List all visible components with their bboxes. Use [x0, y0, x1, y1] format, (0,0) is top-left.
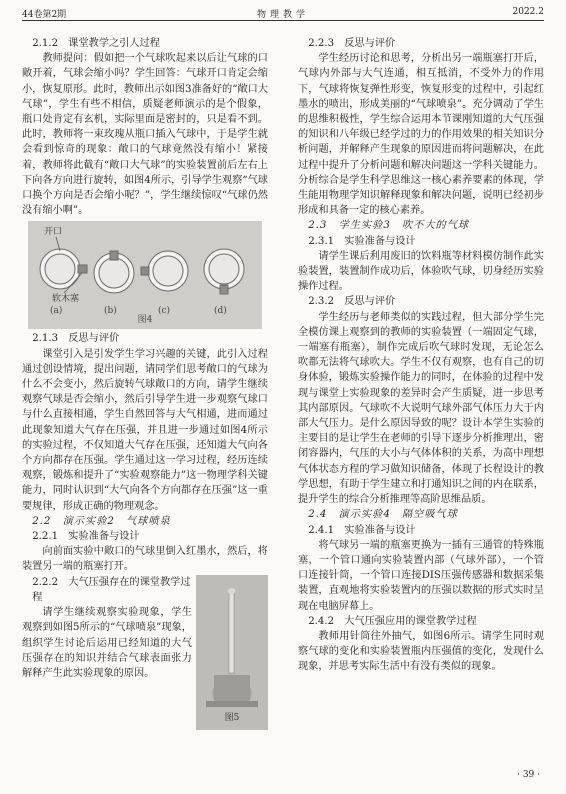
section-heading: 2.4.2 大气压强应用的课堂教学过程 — [308, 615, 477, 627]
label-opening: 开口 — [44, 227, 63, 238]
section-heading: 2.2.3 反思与评价 — [308, 38, 396, 49]
figure-5 — [196, 575, 268, 730]
issue-label: 44卷第2期 — [22, 10, 67, 20]
right-column — [298, 36, 544, 675]
wrapped-text — [22, 575, 192, 681]
figure-5-photo — [196, 575, 268, 730]
figure-5-wrap — [22, 575, 268, 724]
figure-4-caption: 图4 — [137, 315, 153, 326]
sub-label-c: (c) — [158, 306, 171, 317]
paragraph: 课堂引入是引发学生学习兴趣的关键，此引入过程通过创设情境，提出问题，请同学们思考敞口的气球为什么不会变小，然后旋转气球敞口的方向，请学生继续观察气球是否会缩小，然后引导学生进一步观察气球口与什么直接相通，学生自然回答与大气相通，进而通过此现象知道大气存在压强，并且进一步通过如图4所示的实验过程，不仅知道大气存在压强，还知道大气向各个方向都存在压强。学生通过这一学习过程，经历连续观察，锻炼和提升了“实验观察能力”这一物理学科关键能力，同时认识到“大气向各个方向都存在压强”这一重要规律，形成正确的物理观念。 — [22, 348, 268, 512]
flask-a — [40, 249, 87, 289]
section-heading: 2.4 演示实验4 隔空吸气球 — [308, 509, 458, 521]
paragraph: 请学生课后利用废旧的饮料瓶等材料模仿制作此实验装置，装置制作成功后，体验吹气球，切身经历实验操作过程。 — [298, 250, 544, 293]
sub-label-b: (b) — [104, 306, 117, 317]
flask-c — [141, 251, 188, 291]
section-heading: 2.3 学生实验3 吹不大的气球 — [308, 220, 470, 232]
section-heading: 2.3.1 实验准备与设计 — [308, 235, 416, 247]
section-heading: 2.4.1 实验准备与设计 — [308, 524, 416, 536]
sub-label-a: (a) — [50, 306, 63, 317]
paragraph: 学生经历讨论和思考，分析出另一端瓶塞打开后，气球内外部与大气连通，相互抵消，不受外力的作用下，气球将恢复弹性形变，恢复形变的过程中，引起红墨水的喷出，形成美丽的“气球喷泉”。充分调动了学生的思维积极性，学生综合运用本节课刚知道的大气压强的知识和八年级已经学过的力的作用效果的相关知识分析问题，并解释产生现象的原因进而将问题解决，在此过程中提升了分析问题和解决问题这一学科关键能力。分析综合是学生科学思维这一核心素养要素的体现，学生能用物理学知识解释现象和解决问题，说明已经初步形成和具备一定的核心素养。 — [298, 53, 544, 217]
paragraph: 教师提问：假如把一个气球吹起来以后让气球的口敞开着，气球会缩小吗？学生回答：气球开口肯定会缩小，恢复原形。此时，教师出示如图3准备好的“敞口大气球”，学生有些不相信，质疑老师演示的是个假象，瓶口处肯定有玄机，实际里面是密封的，只是看不到。此时，教师将一束玫瑰从瓶口插入气球中，于是学生就会看到惊奇的现象：敞口的气球竟然没有缩小！紧接着，教师将此截有“敞口大气球”的实验装置前后左右上下向各方向进行旋转，如图4所示，引导学生观察“气球口换个方向是否会缩小呢？”，学生继续惊叹“气球仍然没有缩小啊”。 — [22, 53, 268, 217]
paragraph: 教师用针筒往外抽气，如图6所示。请学生同时观察气球的变化和实验装置瓶内压强值的变化，发现什么现象，并思考实际生活中有没有类似的现象。 — [298, 630, 544, 673]
section-heading: 2.2.1 实验准备与设计 — [32, 531, 140, 543]
header-rule — [22, 20, 544, 21]
page-number: · 39 · — [517, 770, 540, 780]
flask-b — [94, 251, 134, 293]
section-heading: 2.1.3 反思与评价 — [32, 333, 120, 345]
figure-5-caption: 图5 — [224, 713, 240, 724]
sub-label-d: (d) — [214, 306, 227, 317]
section-heading: 2.1.2 课堂教学之引人过程 — [32, 38, 160, 49]
figure-4 — [28, 221, 262, 329]
issue-date: 2022.2 — [512, 7, 544, 17]
paragraph: 学生经历与老师类似的实践过程，但大部分学生完全模仿课上观察到的教师的实验装置（一端固定气球，一端塞有瓶塞），制作完成后吹气球时发现，无论怎么吹都无法将气球吹大。学生不仅有观察，也有自己的切身体验，锻炼实验操作能力的同时，在体验的过程中发现与课堂上实验现象的差异时会产生质疑，进一步思考其内部原因。气球吹不大说明气球外部气体压力大于内部大气压力。是什么原因导致的呢？设计本学生实验的主要目的是让学生在老师的引导下逐步分析推理出，密闭容器内，气压的大小与气体体积的关系，为高中理想气体状态方程的学习做知识储备，体现了长程设计的教学思想，有助于学生建立和打通知识之间的内在联系，提升学生的综合分析推理等高阶思维品质。 — [298, 311, 544, 506]
section-heading: 2.3.2 反思与评价 — [308, 296, 396, 308]
paragraph: 请学生继续观察实验现象，学生观察到如图5所示的“气球喷泉”现象，组织学生讨论后运用已经知道的大气压强存在的知识并结合气球表面张力解释产生此实验现象的原因。 — [22, 607, 192, 679]
running-header — [22, 7, 544, 20]
flask-d — [204, 249, 244, 294]
journal-title: 物理教学 — [256, 10, 309, 20]
section-heading: 2.2 演示实验2 气球喷泉 — [32, 515, 171, 527]
paragraph: 将气球另一端的瓶塞更换为一插有三通管的特殊瓶塞，一个管口通向实验装置内部（气球外部），一个管口连接针筒，一个管口连接DIS压强传感器和数据采集装置，直观地将实验装置内的压强以数据的形式实时呈现在电脑屏幕上。 — [298, 539, 544, 612]
paragraph: 向前面实验中敞口的气球里倒入红墨水，然后，将装置另一端的瓶塞打开。 — [22, 546, 268, 573]
section-heading: 2.2.2 大气压强存在的课堂教学过程 — [32, 576, 191, 603]
left-column — [22, 36, 268, 724]
label-cork: 软木塞 — [52, 294, 80, 305]
